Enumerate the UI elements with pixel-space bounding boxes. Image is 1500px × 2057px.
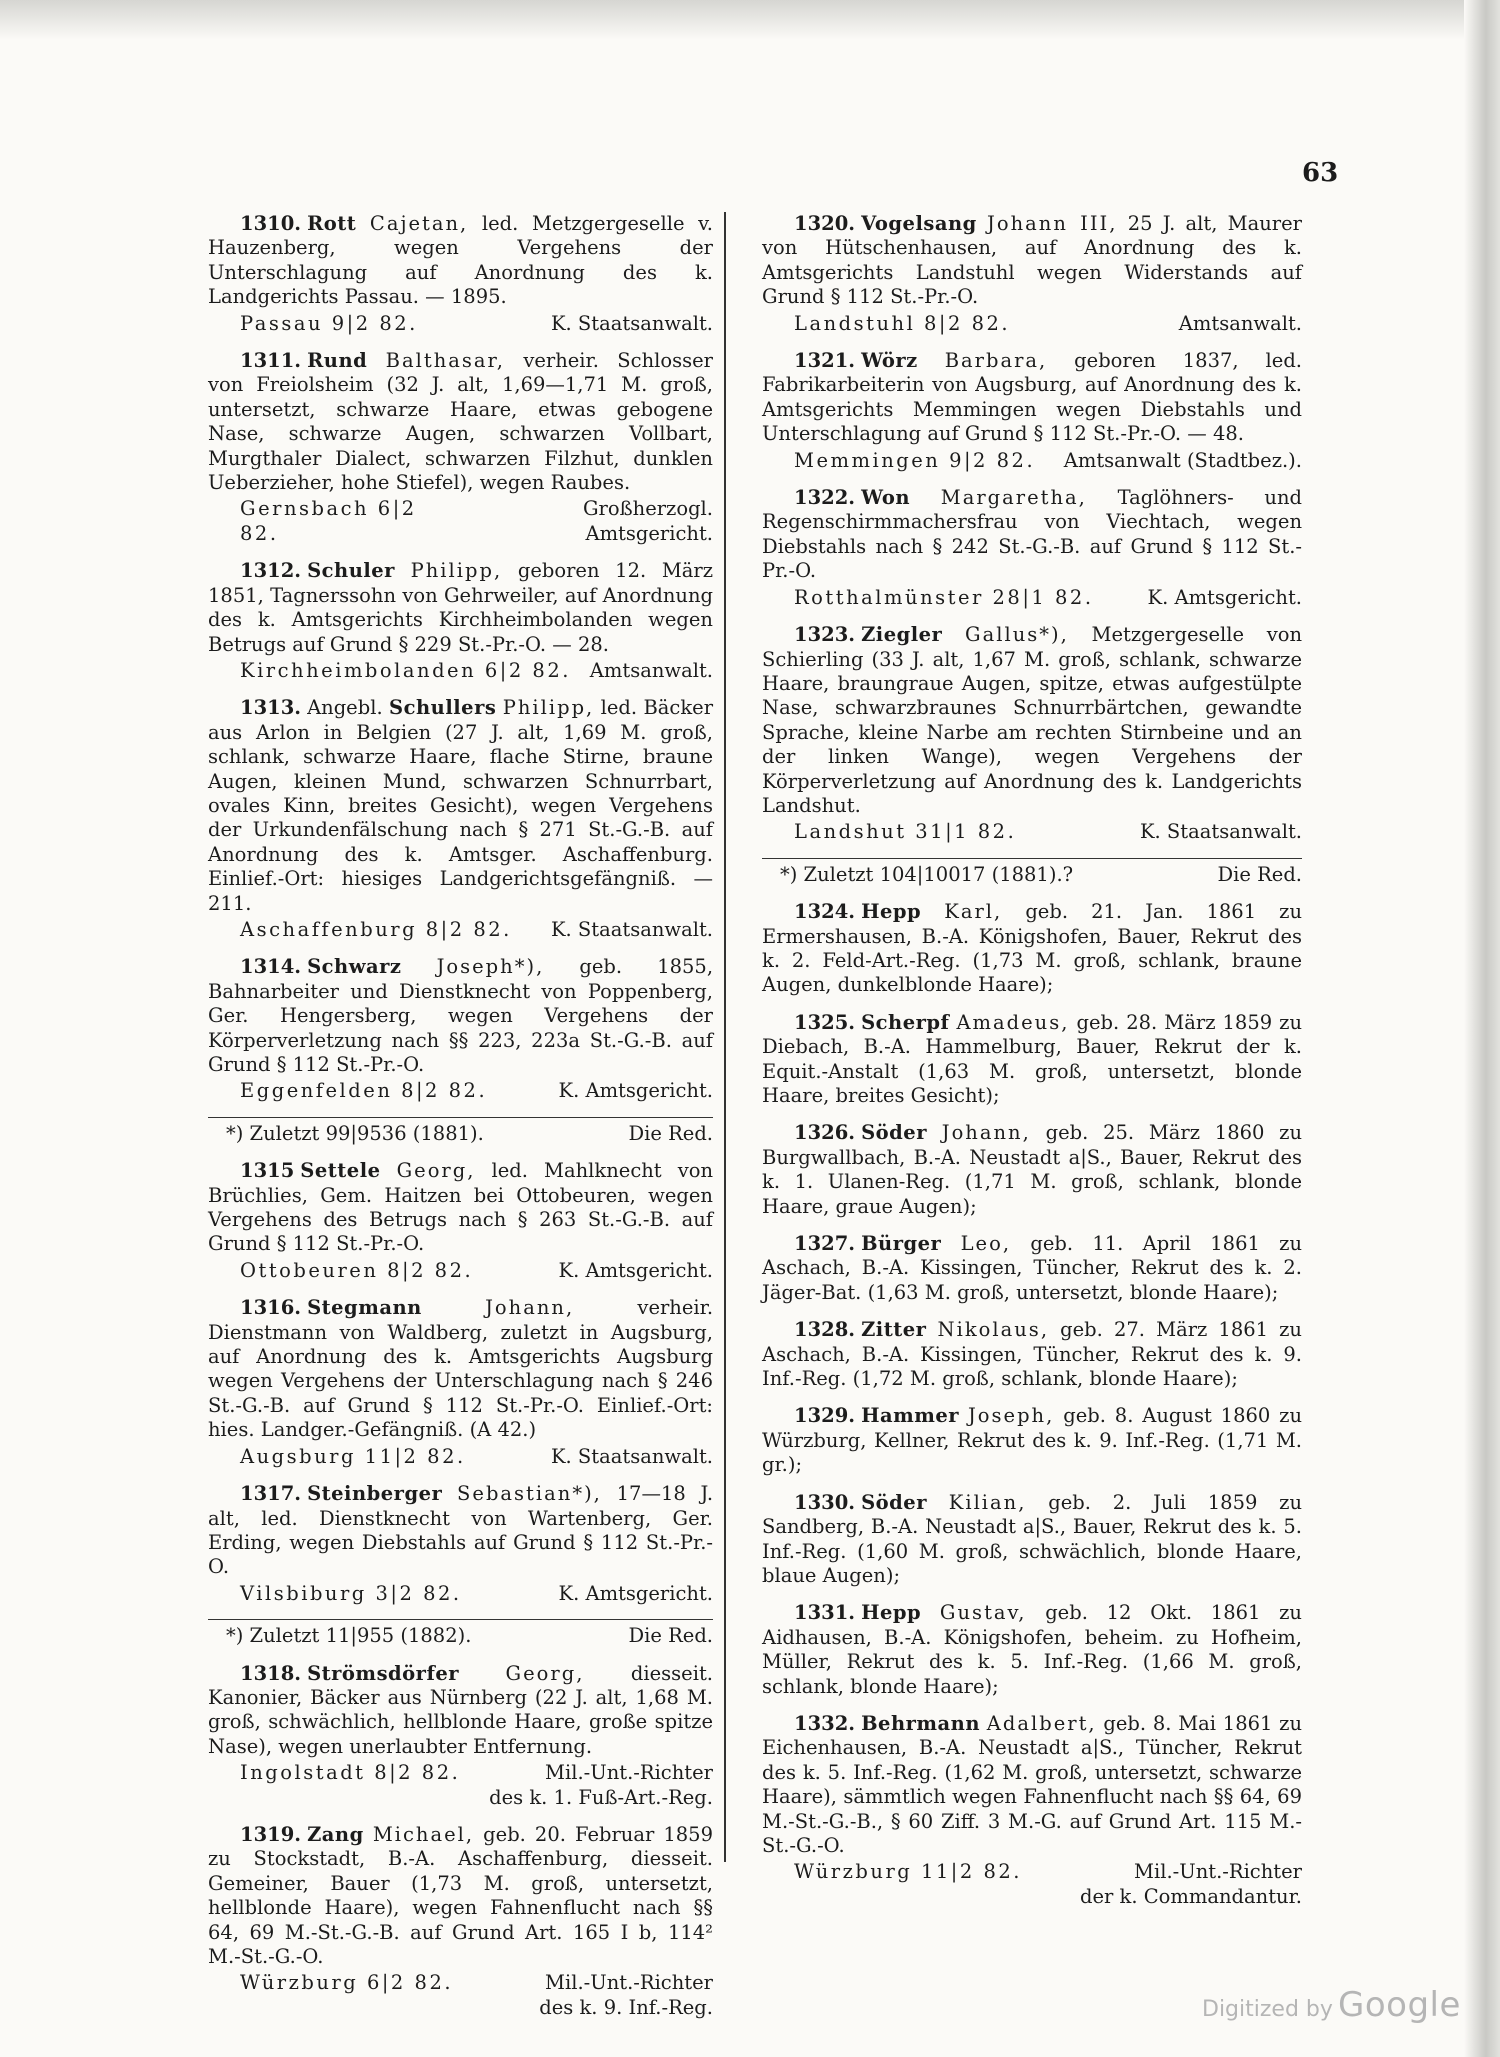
entry-description: led. Metzgergeselle v. Hauzenberg, wegen Vergehens der Unterschlagung auf Anordnung des k. Landgerichts Passau. — 1895. bbox=[208, 212, 713, 309]
entry-text bbox=[208, 212, 713, 310]
entry-number: 1320. bbox=[794, 212, 856, 235]
entry bbox=[208, 1662, 713, 1810]
entry-surname: Zang bbox=[307, 1822, 364, 1846]
page-number: 63 bbox=[1302, 158, 1339, 188]
entry-number: 1321. bbox=[794, 349, 856, 373]
entry bbox=[208, 1482, 713, 1606]
footnote bbox=[762, 858, 1302, 887]
entry-description: led. Bäcker aus Arlon in Belgien (27 J. alt, 1,69 M. groß, schlank, schwarze Haare, flache Stirne, braune Augen, kleinen Mund, schwarzen Schnurrbart, ovales Kinn, breites Gesicht), wegen Vergehens der Urkundenfälschung nach § 271 St.-G.-B. auf Anordnung des k. Amtsger. Aschaffenburg. Einlief.-Ort: hiesiges Landgerichtsgefängniß. — 211. bbox=[208, 696, 714, 915]
entry-surname: Settele bbox=[300, 1159, 381, 1183]
entry-given-name: Cajetan, bbox=[369, 212, 469, 235]
entry bbox=[762, 1491, 1302, 1589]
entry bbox=[762, 1232, 1302, 1305]
entry-signature bbox=[208, 1079, 713, 1103]
entry bbox=[762, 1404, 1302, 1477]
entry-surname: Rott bbox=[307, 212, 357, 235]
entry-signature bbox=[208, 659, 713, 683]
entry-surname: Steinberger bbox=[307, 1482, 443, 1506]
entry-description: geb. 8. Mai 1861 zu Eichenhausen, B.-A. Neustadt a|S., Tüncher, Rekrut des k. 5. Inf.-Reg. (1,62 M. groß, untersetzt, schwarze Haare), sämmtlich wegen Fahnenflucht nach §§ 64, 69 M.-St.-G.-B., § 60 Ziff. 3 M.-G. auf Grund Art. 115 M.-St.-G.-O. bbox=[762, 1711, 1303, 1857]
footnote-sign: Die Red. bbox=[628, 1121, 713, 1145]
entry-number: 1316. bbox=[240, 1296, 302, 1320]
entry-given-name: Gustav, bbox=[939, 1601, 1027, 1625]
entry bbox=[762, 212, 1302, 336]
entry-place-date: Passau 9|2 82. bbox=[240, 311, 418, 335]
entry-surname: Hammer bbox=[861, 1404, 960, 1428]
entry-place-date: Vilsbiburg 3|2 82. bbox=[240, 1581, 462, 1605]
entry-description: geb. 20. Februar 1859 zu Stockstadt, B.-A. Aschaffenburg, diesseit. Gemeiner, Bauer (1,73 M. groß, untersetzt, hellblonde Haare), wegen Fahnenflucht nach §§ 64, 69 M.-St.-G.-B. auf Grund Art. 165 I b, 114² M.-St.-G.-O. bbox=[208, 1822, 713, 1968]
entry-place-date: Augsburg 11|2 82. bbox=[240, 1444, 466, 1468]
entry-surname: Behrmann bbox=[861, 1711, 981, 1735]
footnote-text: *) Zuletzt 99|9536 (1881). bbox=[226, 1121, 484, 1145]
entry-surname: Won bbox=[861, 486, 911, 510]
entry-given-name: Michael, bbox=[372, 1822, 475, 1846]
entry-surname: Schwarz bbox=[307, 955, 402, 979]
entry-authority: K. Staatsanwalt. bbox=[550, 311, 713, 335]
entry-number: 1329. bbox=[794, 1404, 856, 1428]
entry-given-name: Joseph*), bbox=[436, 955, 545, 979]
entry-given-name: Gallus*), bbox=[965, 623, 1069, 647]
entry-given-name: Karl, bbox=[944, 900, 1003, 924]
entry-signature bbox=[762, 586, 1302, 610]
entry-text bbox=[208, 1296, 713, 1442]
entry-description: geb. 25. März 1860 zu Burgwallbach, B.-A. Neustadt a|S., Bauer, Rekrut des k. 1. Ulanen-Reg. (1,71 M. groß, schlank, blonde Haare, graue Augen); bbox=[762, 1121, 1303, 1218]
entry-text bbox=[762, 486, 1302, 584]
entry-number: 1326. bbox=[794, 1121, 856, 1145]
entry-text bbox=[762, 1232, 1302, 1305]
entry bbox=[208, 212, 713, 336]
entry-authority: Mil.-Unt.-Richter des k. 1. Fuß-Art.-Reg. bbox=[489, 1761, 713, 1809]
entry bbox=[762, 1121, 1302, 1219]
entry-signature bbox=[208, 918, 713, 942]
entry-text bbox=[208, 349, 713, 495]
entry-number: 1310. bbox=[240, 212, 302, 235]
entry-number: 1323. bbox=[794, 623, 856, 647]
entry-place-date: Gernsbach 6|2 82. bbox=[240, 497, 417, 545]
entry bbox=[208, 559, 713, 683]
entry-given-name: Barbara, bbox=[944, 349, 1048, 373]
entry-authority: Amtsanwalt. bbox=[589, 658, 713, 682]
entry-number: 1313. bbox=[240, 696, 302, 720]
entry-signature bbox=[208, 312, 713, 336]
footnote-text: *) Zuletzt 104|10017 (1881).? bbox=[780, 862, 1074, 886]
entry-authority: Amtsanwalt (Stadtbez.). bbox=[1063, 448, 1302, 472]
entry-signature bbox=[762, 449, 1302, 473]
entry bbox=[208, 696, 713, 942]
entry-authority: Mil.-Unt.-Richter der k. Commandantur. bbox=[1079, 1860, 1302, 1908]
entry-text bbox=[762, 1712, 1302, 1858]
entry-given-name: Sebastian*), bbox=[457, 1482, 602, 1506]
entry-place-date: Würzburg 11|2 82. bbox=[794, 1860, 1022, 1884]
entry-text bbox=[208, 955, 713, 1077]
entry-description: geboren 12. März 1851, Tagnerssohn von Gehrweiler, auf Anordnung des k. Amtsgerichts Kirchheimbolanden wegen Betrugs auf Grund § 229 St.-Pr.-O. — 28. bbox=[208, 559, 714, 656]
entry-authority: K. Amtsgericht. bbox=[1147, 585, 1302, 609]
entry-number: 1330. bbox=[794, 1490, 856, 1514]
entry bbox=[762, 349, 1302, 473]
entry-place-date: Rotthalmünster 28|1 82. bbox=[794, 585, 1094, 609]
entry bbox=[762, 1712, 1302, 1909]
entry-description: geb. 2. Juli 1859 zu Sandberg, B.-A. Neustadt a|S., Bauer, Rekrut des k. 5. Inf.-Reg. (1,60 M. groß, schwächlich, blonde Haare, blaue Augen); bbox=[762, 1490, 1302, 1587]
entry-given-name: Johann III, bbox=[987, 212, 1118, 235]
entry-number: 1328. bbox=[794, 1318, 856, 1342]
entry-text bbox=[762, 900, 1302, 998]
entry-number: 1331. bbox=[794, 1601, 856, 1625]
entry-number: 1327. bbox=[794, 1232, 856, 1256]
entry-place-date: Würzburg 6|2 82. bbox=[240, 1971, 454, 1995]
entry-place-date: Ottobeuren 8|2 82. bbox=[240, 1258, 474, 1282]
entry-signature bbox=[208, 1582, 713, 1606]
entry-given-name: Adalbert, bbox=[986, 1711, 1097, 1735]
entry-text bbox=[762, 1318, 1302, 1391]
entry-surname: Stegmann bbox=[307, 1296, 422, 1320]
entry-place-date: Kirchheimbolanden 6|2 82. bbox=[240, 658, 571, 682]
entry-description: verheir. Schlosser von Freiolsheim (32 J. alt, 1,69—1,71 M. groß, untersetzt, schwarze Haare, etwas gebogene Nase, schwarze Augen, schwarzen Vollbart, Murgthaler Dialect, schwarzen Filzhut, dunklen Ueberzieher, hohe Stiefel), wegen Raubes. bbox=[208, 349, 713, 495]
entry-text bbox=[762, 212, 1302, 310]
entry-surname: Wörz bbox=[861, 349, 918, 373]
entry-description: 25 J. alt, Maurer von Hütschenhausen, auf Anordnung des k. Amtsgerichts Landstuhl wegen Widerstands auf Grund § 112 St.-Pr.-O. bbox=[762, 212, 1302, 309]
entry-surname: Hepp bbox=[861, 900, 922, 924]
entry-authority: K. Staatsanwalt. bbox=[550, 1444, 713, 1468]
entry-signature bbox=[208, 1761, 713, 1810]
entry-surname: Schuler bbox=[307, 559, 395, 583]
entry-number: 1318. bbox=[240, 1661, 302, 1685]
entry-authority: K. Amtsgericht. bbox=[558, 1258, 713, 1282]
scan-top-shadow bbox=[0, 0, 1500, 40]
digitized-watermark bbox=[1202, 1985, 1461, 2025]
entry-text bbox=[762, 1011, 1302, 1109]
entry-given-name: Kilian, bbox=[948, 1490, 1027, 1514]
entry-number: 1332. bbox=[794, 1711, 856, 1735]
entry-number: 1324. bbox=[794, 900, 856, 924]
entry-description: Taglöhners- und Regenschirmmachersfrau von Viechtach, wegen Diebstahls nach § 242 St.-G.-B. auf Grund § 112 St.-Pr.-O. bbox=[762, 486, 1303, 583]
entry bbox=[208, 955, 713, 1103]
entry-given-name: Margaretha, bbox=[940, 486, 1087, 510]
entry-surname: Ziegler bbox=[861, 623, 943, 647]
entry-place-date: Aschaffenburg 8|2 82. bbox=[240, 917, 512, 941]
entry bbox=[762, 1318, 1302, 1391]
entry-description: geb. 11. April 1861 zu Aschach, B.-A. Kissingen, Tüncher, Rekrut des k. 2. Jäger-Bat. (1,63 M. groß, untersetzt, blonde Haare); bbox=[762, 1232, 1303, 1304]
entry-place-date: Memmingen 9|2 82. bbox=[794, 448, 1036, 472]
entry-signature bbox=[762, 312, 1302, 336]
right-column bbox=[762, 212, 1302, 1922]
entry-given-name: Amadeus, bbox=[956, 1010, 1070, 1034]
entry-place-date: Eggenfelden 8|2 82. bbox=[240, 1079, 488, 1103]
entry-text bbox=[208, 1662, 713, 1760]
entry-authority: K. Staatsanwalt. bbox=[550, 917, 713, 941]
entry-surname: Rund bbox=[307, 349, 368, 373]
entry-given-name: Philipp, bbox=[502, 696, 595, 720]
entry-given-name: Nikolaus, bbox=[937, 1318, 1050, 1342]
footnote bbox=[208, 1117, 713, 1146]
entry-surname: Bürger bbox=[861, 1232, 942, 1256]
entry-place-date: Ingolstadt 8|2 82. bbox=[240, 1761, 461, 1785]
entry-authority: K. Amtsgericht. bbox=[558, 1079, 713, 1103]
entry-text bbox=[208, 696, 713, 916]
entry-surname: Söder bbox=[861, 1121, 927, 1145]
entry-surname: Scherpf bbox=[861, 1010, 950, 1034]
scan-page-edge bbox=[1464, 0, 1500, 2057]
entry-surname: Söder bbox=[861, 1490, 927, 1514]
entry-description: led. Mahlknecht von Brüchlies, Gem. Haitzen bei Ottobeuren, wegen Vergehens des Betrugs nach § 263 St.-G.-B. auf Grund § 112 St.-Pr.-O. bbox=[208, 1159, 714, 1256]
entry-signature bbox=[762, 820, 1302, 844]
entry-surname: Vogelsang bbox=[861, 212, 977, 235]
entry bbox=[208, 1823, 713, 2020]
footnote-sign: Die Red. bbox=[628, 1624, 713, 1648]
entry-description: geb. 8. August 1860 zu Würzburg, Kellner, Rekrut des k. 9. Inf.-Reg. (1,71 M. gr.); bbox=[762, 1404, 1303, 1477]
entry-signature bbox=[208, 1971, 713, 2020]
footnote-text: *) Zuletzt 11|955 (1882). bbox=[226, 1624, 472, 1648]
entry-given-name: Johann, bbox=[941, 1121, 1031, 1145]
entry-description: geboren 1837, led. Fabrikarbeiterin von Augsburg, auf Anordnung des k. Amtsgerichts Memmingen wegen Diebstahls und Unterschlagung auf Grund § 112 St.-Pr.-O. — 48. bbox=[762, 349, 1303, 446]
entry bbox=[762, 900, 1302, 998]
entry-signature bbox=[762, 1860, 1302, 1909]
entry-authority: K. Amtsgericht. bbox=[558, 1581, 713, 1605]
entry-signature bbox=[208, 1445, 713, 1469]
entry-number: 1315 bbox=[240, 1159, 295, 1183]
footnote-sign: Die Red. bbox=[1217, 862, 1302, 886]
entry bbox=[762, 623, 1302, 845]
entry-signature bbox=[208, 1259, 713, 1283]
entry-signature bbox=[208, 497, 713, 546]
entry-description: geb. 21. Jan. 1861 zu Ermershausen, B.-A. Königshofen, Bauer, Rekrut des k. 2. Feld-Art.-Reg. (1,73 M. groß, schlank, braune Augen, dunkelblonde Haare); bbox=[762, 900, 1303, 997]
watermark-prefix: Digitized by bbox=[1202, 1997, 1333, 2022]
entry-authority: Amtsanwalt. bbox=[1178, 311, 1302, 335]
entry-given-name: Georg, bbox=[505, 1661, 585, 1685]
entry-surname: Zitter bbox=[861, 1318, 927, 1342]
entry-number: 1322. bbox=[794, 486, 856, 510]
entry-number: 1317. bbox=[240, 1482, 302, 1506]
entry-description: 17—18 J. alt, led. Dienstknecht von Wartenberg, Ger. Erding, wegen Diebstahls auf Grund § 112 St.-Pr.-O. bbox=[208, 1482, 714, 1579]
entry-number: 1319. bbox=[240, 1822, 302, 1846]
entry-surname: Schullers bbox=[389, 696, 497, 720]
entry-given-name: Balthasar, bbox=[385, 349, 505, 373]
entry bbox=[762, 1601, 1302, 1699]
entry bbox=[208, 1296, 713, 1469]
entry-authority: K. Staatsanwalt. bbox=[1139, 820, 1302, 844]
entry-authority: Mil.-Unt.-Richter des k. 9. Inf.-Reg. bbox=[539, 1971, 713, 2019]
entry-given-name: Leo, bbox=[960, 1232, 1012, 1256]
entry bbox=[762, 486, 1302, 610]
entry-text bbox=[762, 349, 1302, 447]
watermark-brand: Google bbox=[1338, 1985, 1461, 2025]
footnote bbox=[208, 1619, 713, 1648]
entry-given-name: Georg, bbox=[396, 1159, 476, 1183]
entry bbox=[208, 349, 713, 546]
entry-description: verheir. Dienstmann von Waldberg, zuletzt in Augsburg, auf Anordnung des k. Amtsgerichts Augsburg wegen Vergehens der Unterschlagung nach § 246 St.-G.-B. auf Grund § 112 St.-Pr.-O. Einlief.-Ort: hies. Landger.-Gefängniß. (A 42.) bbox=[208, 1296, 714, 1442]
entry-number: 1325. bbox=[794, 1010, 856, 1034]
entry-place-date: Landstuhl 8|2 82. bbox=[794, 311, 1011, 335]
entry-given-name: Johann, bbox=[485, 1296, 575, 1320]
column-divider bbox=[724, 212, 726, 1862]
entry-surname: Strömsdörfer bbox=[307, 1661, 460, 1685]
entry-text bbox=[762, 1404, 1302, 1477]
entry-text bbox=[762, 623, 1302, 818]
entry-description: geb. 12 Okt. 1861 zu Aidhausen, B.-A. Königshofen, beheim. zu Hofheim, Müller, Rekrut des k. 5. Inf.-Reg. (1,66 M. groß, schlank, blonde Haare); bbox=[762, 1601, 1302, 1698]
entry-place-date: Landshut 31|1 82. bbox=[794, 820, 1017, 844]
entry bbox=[762, 1011, 1302, 1109]
entry-given-name: Joseph, bbox=[967, 1404, 1055, 1428]
entry-number: 1312. bbox=[240, 559, 302, 583]
entry-description: geb. 28. März 1859 zu Diebach, B.-A. Hammelburg, Bauer, Rekrut der k. Equit.-Anstalt (1,63 M. groß, untersetzt, blonde Haare, breites Gesicht); bbox=[762, 1010, 1303, 1107]
entry-text bbox=[208, 1482, 713, 1580]
entry-description: Metzgergeselle von Schierling (33 J. alt, 1,67 M. groß, schlank, schwarze Haare, braungraue Augen, spitze, etwas aufgestülpte Nase, schwarzbraunes Schnurrbärtchen, gewandte Sprache, kleine Narbe am rechten Stirnbeine und an der linken Wange), wegen Vergehens der Körperverletzung auf Anordnung des k. Landgerichts Landshut. bbox=[762, 623, 1303, 817]
entry-text bbox=[762, 1601, 1302, 1699]
entry-given-name: Philipp, bbox=[410, 559, 503, 583]
entry-text bbox=[208, 559, 713, 657]
entry-description: geb. 27. März 1861 zu Aschach, B.-A. Kissingen, Tüncher, Rekrut des k. 9. Inf.-Reg. (1,72 M. groß, schlank, blonde Haare); bbox=[762, 1318, 1302, 1391]
entry-number: 1311. bbox=[240, 349, 302, 373]
entry-text bbox=[208, 1823, 713, 1969]
entry-description: diesseit. Kanonier, Bäcker aus Nürnberg (22 J. alt, 1,68 M. groß, schwächlich, hellblonde Haare, große spitze Nase), wegen unerlaubter Entfernung. bbox=[208, 1661, 713, 1758]
left-column bbox=[208, 212, 713, 2033]
entry-surname: Hepp bbox=[861, 1601, 922, 1625]
entry-text bbox=[208, 1159, 713, 1257]
entry-text bbox=[762, 1491, 1302, 1589]
entry-authority: Großherzogl. Amtsgericht. bbox=[582, 497, 713, 545]
entry-prefix: Angebl. bbox=[307, 696, 383, 720]
entry-description: geb. 1855, Bahnarbeiter und Dienstknecht von Poppenberg, Ger. Hengersberg, wegen Vergehens der Körperverletzung nach §§ 223, 223a St.-G.-B. auf Grund § 112 St.-Pr.-O. bbox=[208, 955, 714, 1076]
entry-number: 1314. bbox=[240, 955, 302, 979]
entry-text bbox=[762, 1121, 1302, 1219]
entry bbox=[208, 1159, 713, 1283]
